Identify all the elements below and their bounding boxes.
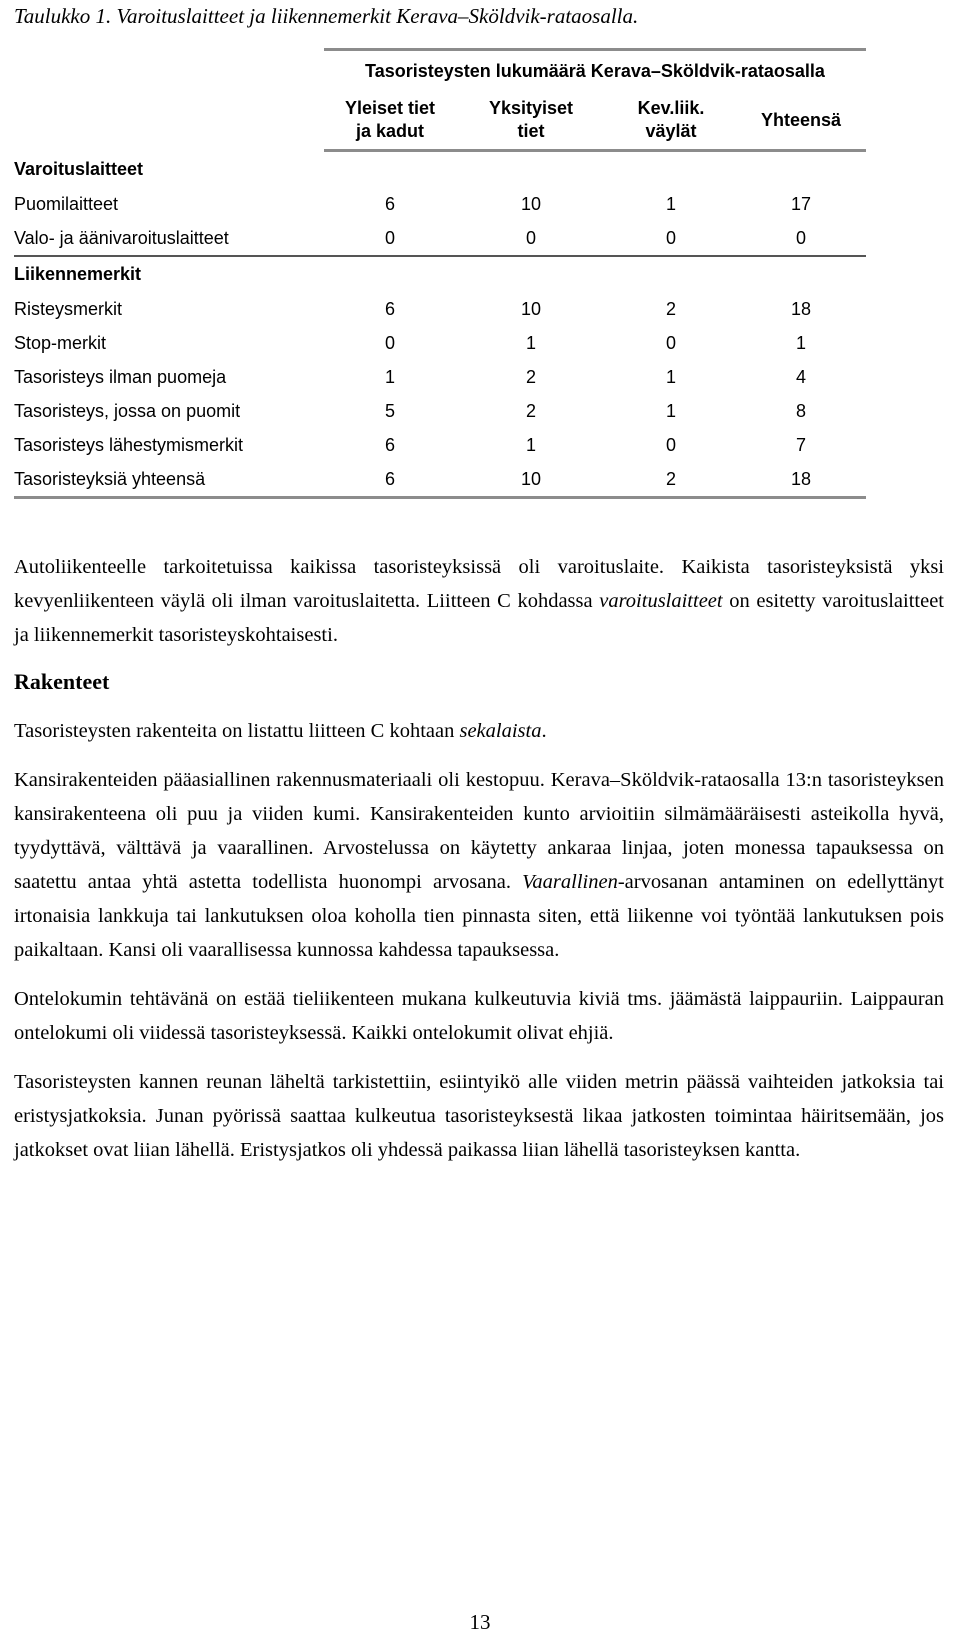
body-text (14, 550, 944, 1182)
paragraph: Ontelokumin tehtävänä on estää tieliikenteen mukana kulkeutuvia kiviä tms. jäämästä laippauriin. Laippauran ontelokumi oli viidessä tasoristeyksessä. Kaikki ontelokumit olivat ehjiä. (14, 988, 944, 1044)
table-row: Risteysmerkit 6 10 2 18 (14, 298, 812, 319)
table-row-total: Tasoristeyksiä yhteensä 6 10 2 18 (14, 462, 866, 498)
column-header-yksityiset: Yksityiset tiet (456, 91, 606, 151)
column-header-yleiset: Yleiset tiet ja kadut (324, 91, 456, 151)
paragraph: Autoliikenteelle tarkoitetuissa kaikissa tasoristeyksissä oli varoituslaite. Kaikista tasoristeyksistä yksi kevyenliikenteen väylä oli ilman varoituslaitetta. Liitteen C kohdassa varoituslaitteet on esitetty varoituslaitteet ja liikennemerkit tasoristeyskohtaisesti. (14, 556, 944, 646)
paragraph: Tasoristeysten rakenteita on listattu liitteen C kohtaan sekalaista. (14, 720, 547, 742)
column-header-yhteensa: Yhteensä (736, 91, 866, 151)
page-number: 13 (469, 1610, 491, 1634)
table-row: Tasoristeys, jossa on puomit 5 2 1 8 (14, 400, 806, 421)
data-table (14, 48, 866, 499)
table-row: Tasoristeys lähestymismerkit 6 1 0 7 (14, 434, 806, 455)
column-header-kevliik: Kev.liik. väylät (606, 91, 736, 151)
table-row: Valo- ja äänivaroituslaitteet 0 0 0 0 (14, 227, 806, 248)
table-caption: Taulukko 1. Varoituslaitteet ja liikennemerkit Kerava–Sköldvik-rataosalla. (14, 4, 639, 28)
section-varoituslaitteet: Varoituslaitteet (14, 159, 144, 179)
paragraph: Kansirakenteiden pääasiallinen rakennusmateriaali oli kestopuu. Kerava–Sköldvik-rataosalla 13:n tasoristeyksen kansirakenteena oli puu ja viiden kumi. Kansirakenteiden kunto arvioitiin silmämääräisesti asteikolla hyvä, tyydyttävä, välttävä ja vaarallinen. Arvostelussa on käytetty ankaraa linjaa, joten monessa tapauksessa on saatettu antaa yhtä astetta todellista huonompi arvosana. Vaarallinen-arvosanan antaminen on edellyttänyt irtonaisia lankkuja tai lankutuksen oloa koholla tien pinnasta siten, että liikenne voi työntää lankutuksen pois paikaltaan. Kansi oli vaarallisessa kunnossa kahdessa tapauksessa. (14, 769, 944, 961)
table-row: Tasoristeys ilman puomeja 1 2 1 4 (14, 366, 806, 387)
table-row: Puomilaitteet 6 10 1 17 (14, 193, 812, 214)
paragraph: Tasoristeysten kannen reunan läheltä tarkistettiin, esiintyikö alle viiden metrin päässä vaihteiden jatkoksia tai eristysjatkoksia. Junan pyörissä saattaa kulkeutua tasoristeyksestä likaa jatkosten toimintaa häiritsemään, jos jatkokset ovat liian lähellä. Eristysjatkos oli yhdessä paikassa liian lähellä tasoristeyksen kantta. (14, 1071, 944, 1161)
table-group-header: Tasoristeysten lukumäärä Kerava–Sköldvik-rataosalla (324, 50, 866, 92)
section-liikennemerkit: Liikennemerkit (14, 256, 866, 292)
section-heading: Rakenteet (14, 669, 110, 694)
table-row: Stop-merkit 0 1 0 1 (14, 332, 806, 353)
